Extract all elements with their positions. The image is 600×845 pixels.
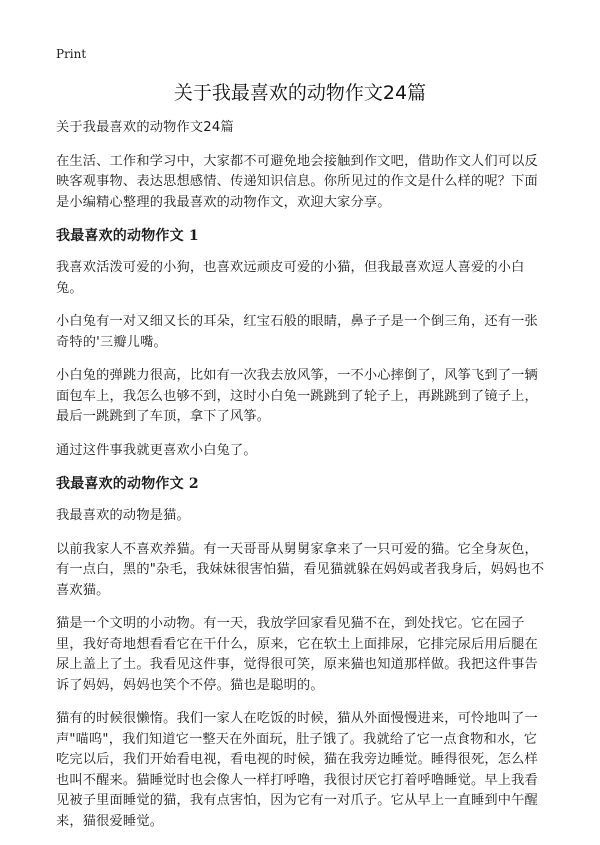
section-2-paragraph: 我最喜欢的动物是猫。 [56,508,190,523]
section-2-paragraph: 猫有的时候很懒惰。我们一家人在吃饭的时候，猫从外面慢慢进来，可怜地叫了一声"喵呜"，我们知道它一整天在外面玩，肚子饿了。我就给了它一点食物和水，它吃完以后，我们开始看电视，看电视的时候，猫在我旁边睡觉。睡得很死，怎么样也叫不醒来。猫睡觉时也会像人一样打呼噜，我很讨厌它打着呼噜睡觉。早上我看见被子里面睡觉的猫，我有点害怕，因为它有一对爪子。它从早上一直睡到中午醒来，猫很爱睡觉。 [56,711,538,829]
print-label: Print [56,47,87,61]
section-1-paragraph: 我喜欢活泼可爱的小狗，也喜欢远顽皮可爱的小猫，但我最喜欢逗人喜爱的小白兔。 [56,260,525,296]
intro-paragraph: 在生活、工作和学习中，大家都不可避免地会接触到作文吧，借助作文人们可以反映客观事物、表达思想感情、传递知识信息。你所见过的作文是什么样的呢？下面是小编精心整理的我最喜欢的动物作文，欢迎大家分享。 [56,153,538,210]
section-heading-1: 我最喜欢的动物作文 1 [56,228,199,244]
section-2-paragraph: 以前我家人不喜欢养猫。有一天哥哥从舅舅家拿来了一只可爱的猫。它全身灰色，有一点白，黑的"杂毛，我妹妹很害怕猫，看见猫就躲在妈妈或者我身后，妈妈也不喜欢猫。 [56,541,545,598]
section-1-paragraph: 通过这件事我就更喜欢小白兔了。 [56,442,257,458]
page-title: 关于我最喜欢的动物作文24篇 [173,82,427,104]
section-heading-2: 我最喜欢的动物作文 2 [56,476,199,492]
section-1-paragraph: 小白兔有一对又细又长的耳朵，红宝石般的眼睛，鼻子子是一个倒三角，还有一张奇特的'三瓣儿嘴。 [56,314,538,350]
section-2-paragraph: 猫是一个文明的小动物。有一天，我放学回家看见猫不在，到处找它。它在园子里，我好奇地想看看它在干什么，原来，它在软土上面排尿，它排完尿后用后腿在尿上盖上了土。我看见这件事，觉得很可笑，原来猫也知道那样做。我把这件事告诉了妈妈，妈妈也笑个不停。猫也是聪明的。 [56,616,538,693]
article-body [56,118,550,845]
section-1-paragraph: 小白兔的弹跳力很高，比如有一次我去放风筝，一不小心摔倒了，风筝飞到了一辆面包车上，我怎么也够不到，这时小白兔一跳跳到了轮子上，再跳跳到了镜子上，最后一跳跳到了车顶，拿下了风筝。 [56,368,538,424]
intro-title-line: 关于我最喜欢的动物作文24篇 [56,120,234,135]
